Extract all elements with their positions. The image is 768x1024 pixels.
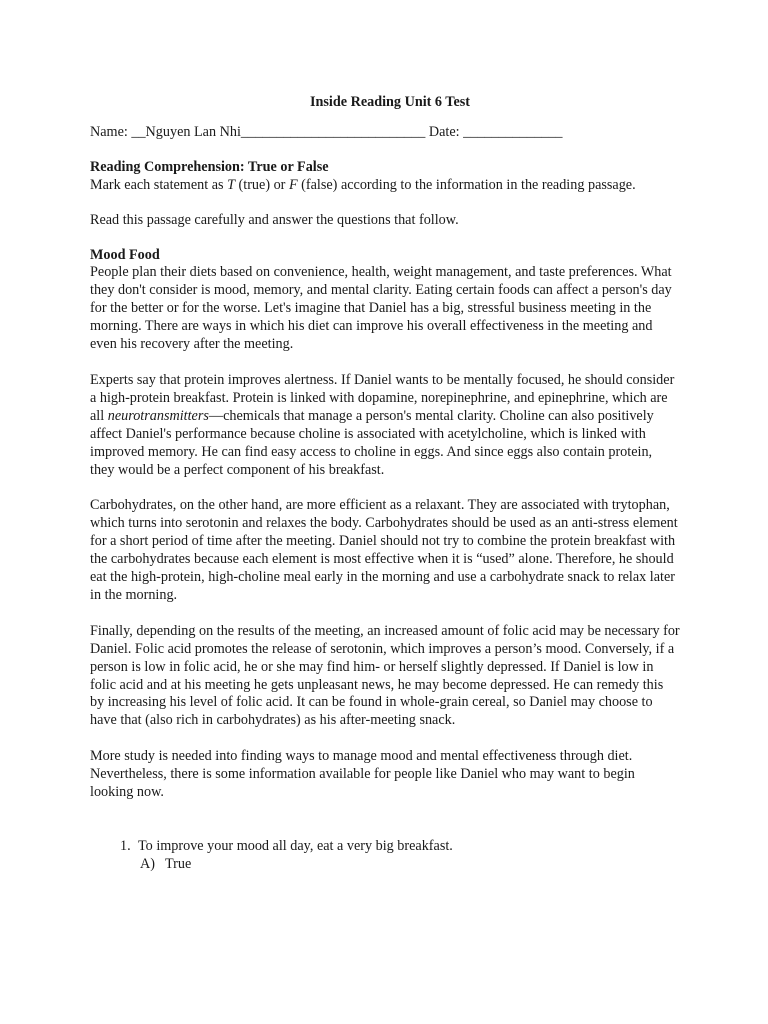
neurotransmitters-term: neurotransmitters	[107, 407, 209, 424]
protein-text-end: —chemicals that manage a person's mental clarity. Choline can also positively affect Daniel's performance because choline is associated with acetylcholine, which is linked with improved memory. He can find easy access to choline in eggs. And since eggs also contain protein, they would be a perfect component of his breakfast.	[90, 407, 654, 478]
answer-letter: A)	[140, 855, 155, 872]
protein-text-start: Experts say that protein improves alertness. If Daniel wants to be mentally focused, he should consider a high-protein breakfast. Protein is linked with dopamine, norepinephrine, and epinephrine, which are all	[90, 371, 675, 424]
instructions-before-t: Mark each statement as	[90, 176, 228, 193]
question-number: 1.	[120, 838, 131, 854]
paragraph-carbohydrates: Carbohydrates, on the other hand, are more efficient as a relaxant. They are associated with trytophan, which turns into serotonin and relaxes the body. Carbohydrates should be used as an anti-stress element for a short period of time after the meeting. Daniel should not try to combine the protein breakfast with the carbohydrates because each element is most effective when it is “used” alone. Therefore, he should eat the high-protein, high-choline meal early in the morning and use a carbohydrate snack to relax later in the morning.	[90, 497, 678, 603]
paragraph-intro: People plan their diets based on convenience, health, weight management, and taste preferences. What they don't consider is mood, memory, and mental clarity. Eating certain foods can affect a person's day for the better or for the worse. Let's imagine that Daniel has a big, stressful business meeting in the morning. There are ways in which his diet can improve his overall effectiveness in the meeting and even his recovery after the meeting.	[90, 264, 672, 353]
true-letter: T	[227, 176, 235, 193]
false-letter: F	[288, 176, 298, 193]
passage-title: Mood Food	[90, 246, 160, 263]
section-title: Reading Comprehension: True or False	[90, 158, 329, 175]
paragraph-conclusion: More study is needed into finding ways to manage mood and mental effectiveness through diet. Nevertheless, there is some information available for people like Daniel who may want to begin looking now.	[90, 748, 635, 801]
paragraph-protein	[90, 372, 680, 479]
name-date-line: Name: __Nguyen Lan Nhi__________________________ Date: ______________	[90, 123, 563, 140]
paragraph-folic-acid: Finally, depending on the results of the meeting, an increased amount of folic acid may be necessary for Daniel. Folic acid promotes the release of serotonin, which improves a person’s mood. Conversely, if a person is low in folic acid, he or she may find him- or herself slightly depressed. If Daniel is low in folic acid and at his meeting he gets unpleasant news, he may become depressed. He can remedy this by increasing his level of folic acid. It can be found in whole-grain cereal, so Daniel may choose to have that (also rich in carbohydrates) as his after-meeting snack.	[90, 622, 680, 729]
read-passage-instruction: Read this passage carefully and answer the questions that follow.	[90, 211, 459, 228]
document-title: Inside Reading Unit 6 Test	[309, 94, 471, 110]
instructions-middle: (true) or	[234, 176, 289, 193]
document-page	[90, 94, 680, 874]
question-text: To improve your mood all day, eat a very big breakfast.	[138, 838, 453, 854]
question-item	[90, 838, 680, 856]
instructions-after-f: (false) according to the information in the reading passage.	[297, 176, 636, 193]
answer-text: True	[165, 855, 192, 872]
instructions	[90, 177, 680, 195]
answer-option	[90, 856, 680, 874]
